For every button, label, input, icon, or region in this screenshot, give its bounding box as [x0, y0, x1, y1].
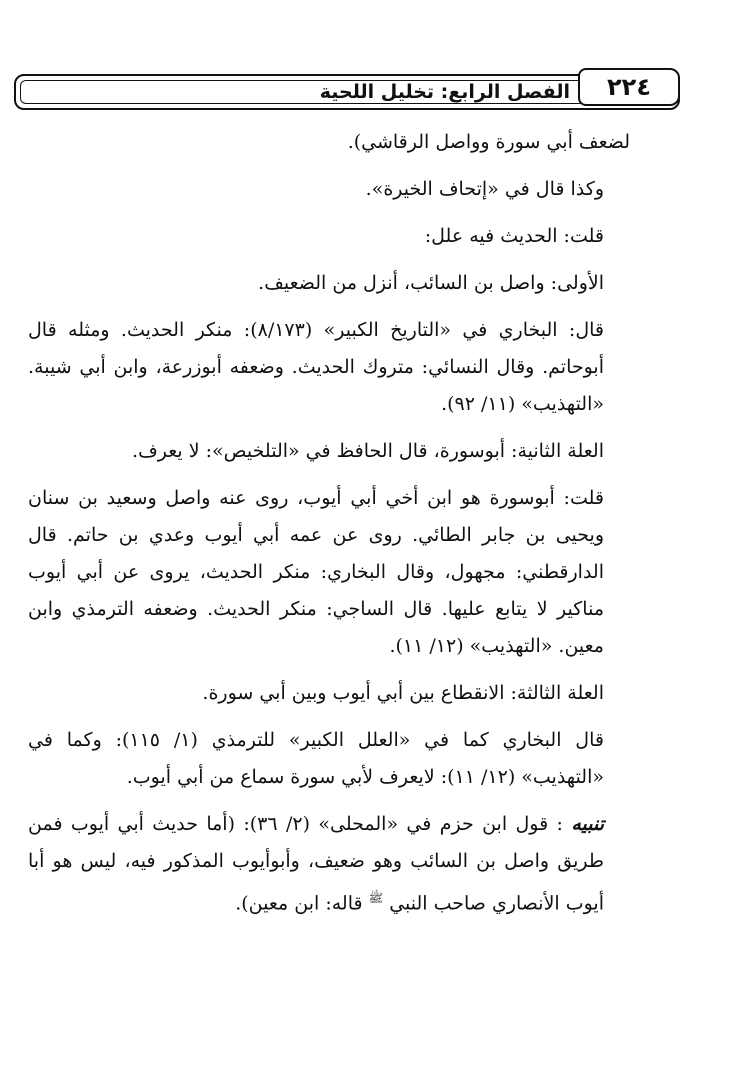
paragraph: الأولى: واصل بن السائب، أنزل من الضعيف. — [258, 272, 604, 294]
paragraph: وكذا قال في «إتحاف الخيرة». — [365, 178, 604, 200]
honorific-mark: ﷺ — [368, 891, 384, 905]
note-text-after: قاله: ابن معين). — [235, 892, 363, 915]
paragraph: قال البخاري كما في «العلل الكبير» للترمذي (١/ ١١٥): وكما في «التهذيب» (١٢/ ١١): لايعرف لأبي سورة سماع من أبي أيوب. — [28, 729, 604, 788]
paragraph: العلة الثانية: أبوسورة، قال الحافظ في «التلخيص»: لا يعرف. — [132, 440, 604, 462]
paragraph: قلت: الحديث فيه علل: — [424, 225, 604, 247]
note-label: تنبيه — [571, 813, 604, 835]
page-number-box — [578, 68, 680, 106]
paragraph: لضعف أبي سورة وواصل الرقاشي). — [347, 131, 630, 153]
paragraph: قال: البخاري في «التاريخ الكبير» (٨/١٧٣): منكر الحديث. ومثله قال أبوحاتم. وقال النسائي: متروك الحديث. وضعفه أبوزرعة، وابن أبي شيبة. «التهذيب» (١١/ ٩٢). — [28, 319, 604, 415]
paragraph: قلت: أبوسورة هو ابن أخي أبي أيوب، روى عنه واصل وسعيد بن سنان ويحيى بن جابر الطائي. روى عن عمه أبي أيوب وعدي بن حاتم. قال الدارقطني: مجهول، وقال البخاري: منكر الحديث، يروى عن أبي أيوب مناكير لا يتابع عليها. قال الساجي: منكر الحديث. وضعفه الترمذي وابن معين. «التهذيب» (١٢/ ١١). — [28, 487, 604, 657]
note-text-before: : قول ابن حزم في «المحلى» (٢/ ٣٦): (أما حديث أبي أيوب فمن طريق واصل بن السائب وهو ضعيف، وأبوأيوب المذكور فيه، ليس هو أبا أيوب الأنصاري صاحب النبي — [28, 813, 604, 915]
page-number: ٢٢٤ — [607, 73, 651, 101]
paragraph: العلة الثالثة: الانقطاع بين أبي أيوب وبين أبي سورة. — [202, 682, 604, 704]
chapter-title: الفصل الرابع: تخليل اللحية — [319, 81, 570, 103]
note-paragraph — [28, 806, 630, 922]
page-body — [28, 124, 630, 932]
